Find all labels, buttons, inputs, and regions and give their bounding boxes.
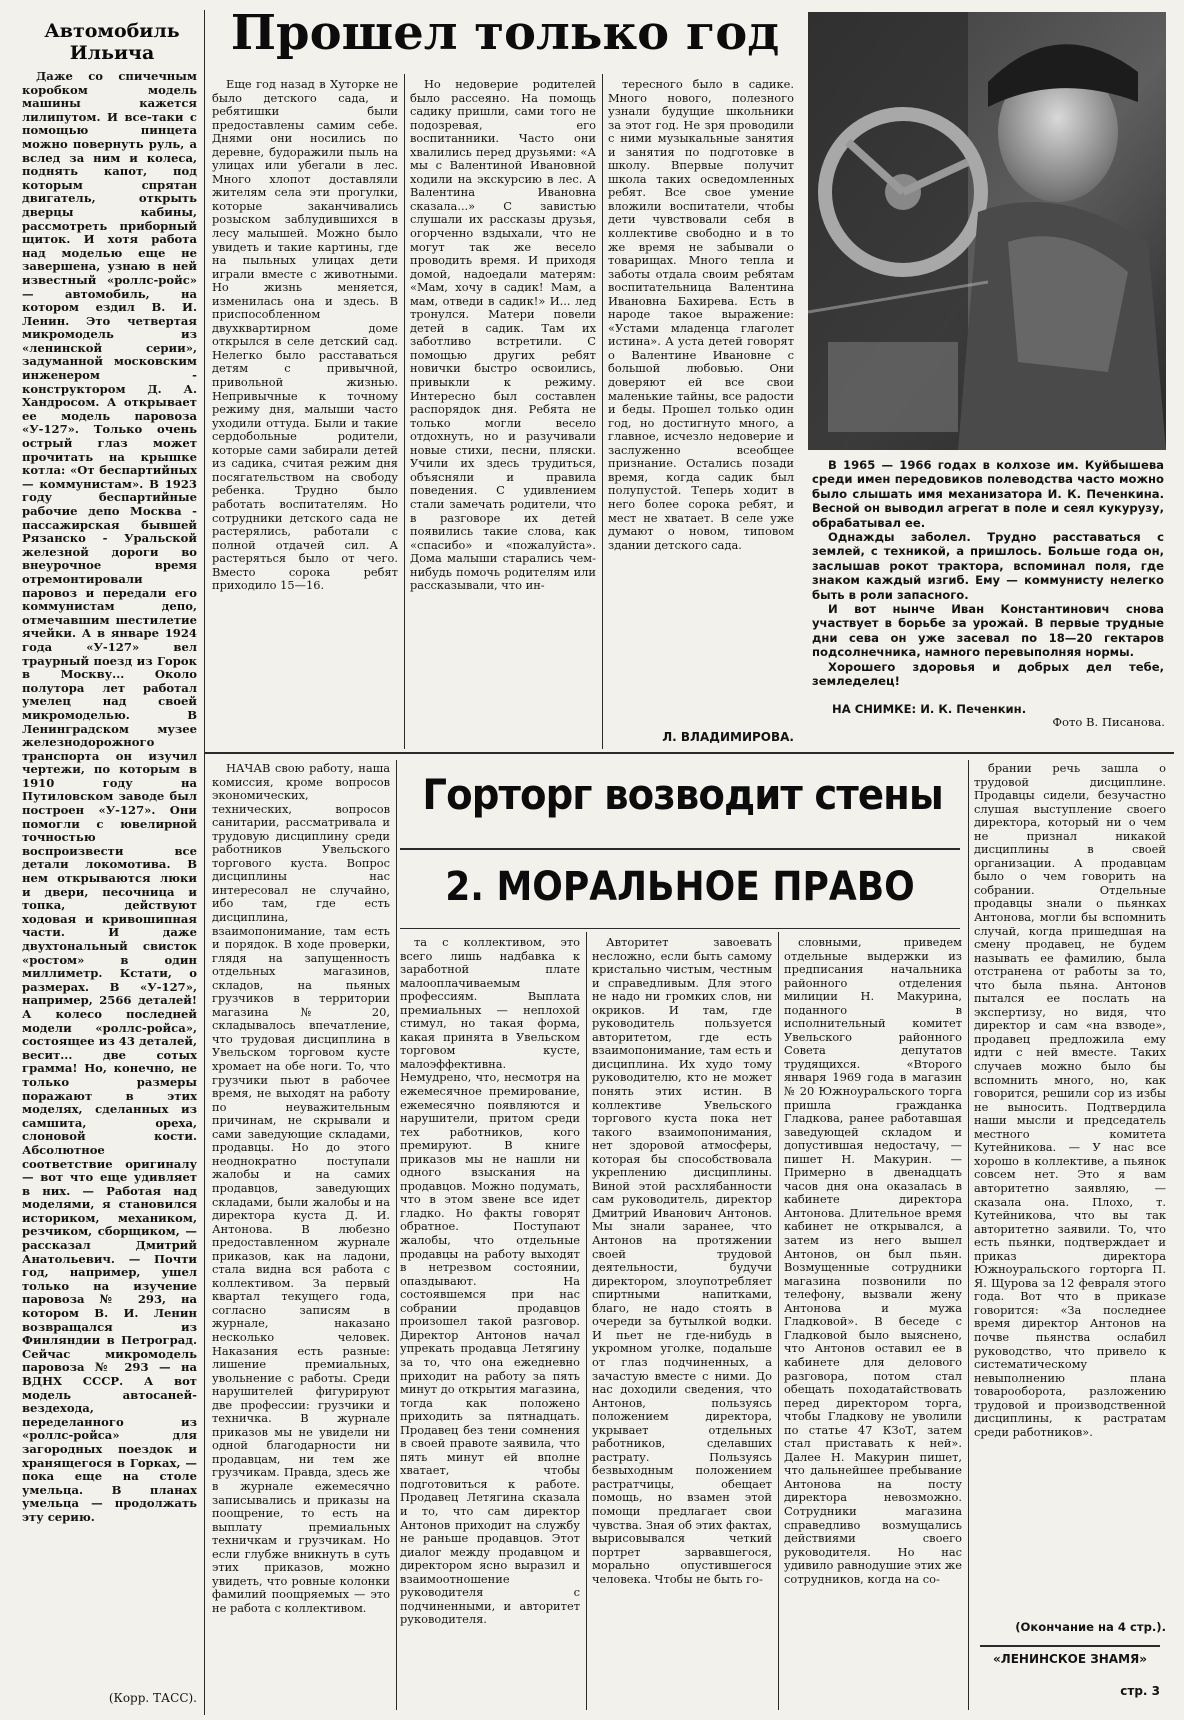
photo-subject-label: НА СНИМКЕ: И. К. Печенкин. [832, 702, 1027, 716]
footer-rule [980, 1645, 1160, 1647]
tractor-driver-photo [808, 12, 1166, 450]
article-gortorg-col-5: брании речь зашла о трудовой дисциплине. Продавцы сидели, безучастно слушая выступление своего директора, который ни о чем не признал никакой дисциплины в своей организации. А продавцам было о чем говорить на собрании. Отдельные продавцы знали о пьянках Антонова, могли бы вспомнить случай, когда пришедшая на смену продавец, не будем называть ее фамилию, была отстранена от работы за то, что была пьяна. Антонов пытался ее послать на экспертизу, но видя, что директор и сам «на взводе», продавец предложила ему идти с ней вместе. Таких случаев можно было бы вспомнить много, но, как говорится, решили сор из избы не выносить. Подтвердила наши мысли и председатель местного комитета Кутейникова. — У нас все хорошо в коллективе, а пьянок совсем нет. Это я вам авторитетно заявляю, — сказала она. Плохо, т. Кутейникова, что вы так авторитетно заявили. То, что есть пьянки, подтверждает и приказ директора Южноуральского горторга П. Я. Щурова за 12 февраля этого года. Вот что в приказе говорится: «За последнее время директор Антонов на почве пьянства ослабил руководство, что привело к систематическому невыполнению плана товарооборота, разложению трудовой и производственной дисциплины, к растратам среди работников». [974, 762, 1166, 1439]
column-rule [602, 74, 603, 749]
article-kindergarten-signature: Л. ВЛАДИМИРОВА. [662, 730, 794, 744]
photo-credit: Фото В. Писанова. [1052, 716, 1165, 729]
article-ilich-car-credit: (Корр. ТАСС). [108, 1692, 197, 1705]
article-kindergarten-col-1: Еще год назад в Хуторке не было детского сада, и ребятишки были предоставлены самим себе. Днями они носились по деревне, будоражили пыль на улицах или убегали в лес. Много хлопот доставляли жителям села эти прогулки, которые заканчивались розыском заблудившихся в лесу малышей. Можно было увидеть и такие картины, где на пыльных улицах дети играли вместе с животными. Но жизнь меняется, изменилась она и здесь. В приспособленном двухквартирном доме открылся в селе детский сад. Нелегко было расставаться детям с привычной, привольной жизнью. Непривычные к точному режиму дня, малыши часто уходили оттуда. Были и такие сердобольные родители, которые сами забирали детей из садика, считая режим дня посягательством на свободу ребенка. Трудно было работать воспитателям. Но сотрудники детского сада не растерялись, работали с полной отдачей сил. А растеряться было от чего. Вместо сорока ребят приходило 15—16. [212, 78, 398, 593]
article-kindergarten-title: Прошел только год [230, 5, 780, 61]
column-rule [404, 74, 405, 749]
article-gortorg-col-4: словными, приведем отдельные выдержки из предписания начальника районного отделения милиции Н. Макурина, поданного в исполнительный комитет Увельского районного Совета депутатов трудящихся. «Второго января 1969 года в магазин № 20 Южноуральского торга пришла гражданка Гладкова, ранее работавшая заведующей складом и допустившая недостачу, — пишет Н. Макурин. — Примерно в двенадцать часов дня она оказалась в кабинете директора Антонова. Длительное время кабинет не открывался, а затем из него вышел Антонов, он был пьян. Возмущенные сотрудники магазина позвонили по телефону, вызвали жену Антонова и мужа Гладковой». В беседе с Гладковой было выяснено, что Антонов оставил ее в кабинете для делового разговора, потом стал обещать походатайствовать перед директором торга, чтобы Гладкову не уволили по статье 47 КЗоТ, затем стал приставать к ней». Далее Н. Макурин пишет, что дальнейшее пребывание Антонова на посту директора невозможно. Сотрудники магазина справедливо возмущались действиями своего руководителя. Но нас удивило равнодушие этих же сотрудников, когда на со- [784, 936, 962, 1586]
column-rule [778, 932, 779, 1710]
article-gortorg-col-3: Авторитет завоевать несложно, если быть самому кристально чистым, честным и справедливым. Для этого не надо ни громких слов, ни окриков. И там, где руководитель пользуется авторитетом, где есть взаимопонимание, там есть и дисциплина. Их худо тому руководителю, кто не может понять этих истин. В коллективе Увельского торгового куста пока нет такого взаимопонимания, нет здоровой атмосферы, которая бы способствовала укреплению дисциплины. Виной этой расхлябанности сам руководитель, директор Дмитрий Иванович Антонов. Мы знали заранее, что Антонов на протяжении своей трудовой деятельности, будучи директором, злоупотребляет спиртными напитками, благо, не надо стоять в очереди за бутылкой водки. И пьет не где-нибудь в укромном уголке, подальше от глаз подчиненных, а зачастую вместе с ними. До нас доходили сведения, что Антонов, пользуясь положением директора, укрывает отдельных работников, сделавших растрату. Пользуясь безвыходным положением растратчицы, обещает помощь, но взамен этой помощи предлагает свои чувства. Зная об этих фактах, вырисовывался четкий портрет зарвавшегося, морально опустившегося человека. Чтобы не быть го- [592, 936, 772, 1586]
column-rule [396, 760, 397, 1710]
page-number: стр. 3 [1120, 1684, 1160, 1698]
article-ilich-car-title: Автомобиль Ильича [44, 20, 180, 64]
article-gortorg-col-1: НАЧАВ свою работу, наша комиссия, кроме вопросов экономических, технических, вопросов санитарии, рассматривала и трудовую дисциплину среди работников Увельского торгового куста. Вопрос дисциплины нас интересовал не случайно, ибо там, где есть дисциплина, взаимопонимание, там есть и порядок. В ходе проверки, глядя на запущенность отдельных магазинов, складов, на пьяных грузчиков в территории магазина № 20, складывалось впечатление, что трудовая дисциплина в Увельском торговом кусте хромает на обе ноги. То, что грузчики пьют в рабочее время, не выходят на работу по неуважительным причинам, не скрывали и сами заведующие складами, продавцы. Но до этого неоднократно поступали жалобы и на самих продавцов, заведующих складами, были жалобы и на директора куста Д. И. Антонова. В любезно предоставленном журнале приказов, как на ладони, стала видна вся работа с коллективом. За первый квартал текущего года, согласно записям в журнале, наказано несколько человек. Наказания есть разные: лишение премиальных, увольнение с работы. Среди нарушителей фигурируют две профессии: грузчики и техничка. В журнале приказов мы не увидели ни одной благодарности ни продавцам, ни тем же грузчикам. Правда, здесь же в журнале ежемесячно записывались и приказы на поощрение, то есть на выплату премиальных техничкам и грузчикам. Но если глубже вникнуть в суть этих приказов, можно увидеть, что ровные колонки фамилий поощряемых — это не работа с коллективом. [212, 762, 390, 1615]
article-kindergarten-col-3: тересного было в садике. Много нового, полезного узнали будущие школьники за этот год. Не зря проводили с ними музыкальные занятия и занятия по подготовке в школу. Впервые получит школа таких осведомленных ребят. Все свое умение вложили воспитатели, чтобы дети чувствовали себя в коллективе свободно и в то же время не забывали о товарищах. Много тепла и заботы отдала своим ребятам воспитательница Валентина Ивановна Бахирева. Есть в народе такое выражение: «Устами младенца глаголет истина». А уста детей говорят о Валентине Ивановне с большой любовью. Они доверяют ей все свои маленькие тайны, все радости и беды. Прошел только один год, но достигнуто много, а главное, исчезло недоверие и заслуженно всеобщее признание. Остались позади время, когда садик был полупустой. Теперь ходит в него более сорока ребят, и мест не хватает. В селе уже думают о новом, типовом здании детского сада. [608, 78, 794, 552]
section-rule [204, 752, 1174, 754]
tractor-driver-photo-image [808, 12, 1166, 450]
article-gortorg-subtitle: 2. МОРАЛЬНОЕ ПРАВО [445, 864, 915, 910]
column-rule [968, 760, 969, 1710]
article-ilich-car-body: Даже со спичечным коробком модель машины кажется лилипутом. И все-таки с помощью пинцета можно повернуть руль, а вслед за ним и колеса, поднять капот, под которым спрятан двигатель, открыть дверцы кабины, рассмотреть приборный щиток. И хотя работа над моделью еще не завершена, узнаю в ней известный «роллс-ройс» — автомобиль, на котором ездил В. И. Ленин. Это четвертая микромодель из «ленинской серии», задуманной московским инженером - конструктором Д. А. Хандросом. А открывает ее модель паровоза «У-127». Только очень острый глаз может прочитать на крышке котла: «От беспартийных — коммунистам». В 1923 году беспартийные рабочие депо Москва - пассажирская бывшей Рязанско - Уральской железной дороги во внеурочное время отремонтировали паровоз и передали его коммунистам депо, отмечавшим шестилетие ячейки. А в январе 1924 года «У-127» вел траурный поезд из Горок в Москву... Около полутора лет работал умелец над своей микромоделью. В Ленинградском музее железнодорожного транспорта он изучил чертежи, по которым в 1910 году на Путиловском заводе был построен «У-127». Они помогли с ювелирной точностью воспроизвести все детали локомотива. В нем открываются люки и двери, песочница и топка, действуют ходовая и кривошипная части. И даже двухтональный свисток «ростом» в один миллиметр. Кстати, о размерах. В «У-127», например, 2566 деталей! А колесо последней модели «роллс-ройса», состоящее из 43 деталей, весит... две сотых грамма! Но, конечно, не только размеры поражают в этих моделях, сделанных из самшита, ореха, слоновой кости. Абсолютное соответствие оригиналу — вот что еще удивляет в них. — Работая над моделями, я становился историком, механиком, резчиком, сборщиком, — рассказал Дмитрий Анатольевич. — Почти год, например, ушел только на изучение паровоза № 293, на котором В. И. Ленин возвращался из Финляндии в Петроград. Сейчас микромодель паровоза № 293 — на ВДНХ СССР. А вот модель автосаней-вездехода, переделанного из «роллс-ройса» для загородных поездок и хранящегося в Горках, — пока еще на столе умельца. В планах умельца — продолжать эту серию. [22, 70, 197, 1524]
column-rule [204, 10, 205, 1715]
article-kindergarten-col-2: Но недоверие родителей было рассеяно. На помощь садику пришли, сами того не подозревая, его воспитанники. Часто они хвалились перед друзьями: «А мы с Валентиной Ивановной ходили на экскурсию в лес. А Валентина Ивановна сказала...» С завистью слушали их рассказы друзья, огорченно вздыхали, что не могут так же весело проводить время. И приходя домой, надоедали матерям: «Мам, хочу в садик! Мам, а мам, отведи в садик!» И... лед тронулся. Матери повели детей в садик. Там их заботливо встретили. С помощью других ребят новички быстро освоились, привыкли к режиму. Интересно был составлен распорядок дня. Ребята не только могли весело отдохнуть, но и разучивали новые стихи, песни, пляски. Учили их здесь трудиться, объясняли и правила поведения. С удивлением стали замечать родители, что в разговоре их детей появились такие слова, как «спасибо» и «пожалуйста». Дома малыши старались чем-нибудь помочь родителям или рассказывали, что ин- [410, 78, 596, 593]
column-rule [586, 932, 587, 1710]
article-gortorg-col-2: та с коллективом, это всего лишь надбавка к заработной плате малооплачиваемым профессиям. Выплата премиальных — неплохой стимул, но такая форма, какая принята в Увельском торговом кусте, малоэффективна. Немудрено, что, несмотря на ежемесячное премирование, ежемесячно появляются и нарушители, притом среди тех работников, кого премируют. В книге приказов мы не нашли ни одного взыскания на продавцов. Можно подумать, что в этом звене все идет гладко. Но факты говорят обратное. Поступают жалобы, что отдельные продавцы на работу выходят в нетрезвом состоянии, опаздывают. На состоявшемся при нас собрании продавцов произошел такой разговор. Директор Антонов начал упрекать продавца Летягину за то, что она ежедневно приходит на работу за пять минут до открытия магазина, тогда как положено приходить за пятнадцать. Продавец без тени сомнения в своей правоте заявила, что пять минут ей вполне хватает, чтобы подготовиться к работе. Продавец Летягина сказала и то, что сам директор Антонов приходит на службу не раньше продавцов. Этот диалог между продавцом и директором ясно выразил и взаимоотношение руководителя с подчиненными, и авторитет руководителя. [400, 936, 580, 1627]
article-gortorg-title: Горторг возводит стены [422, 770, 943, 819]
continuation-note: (Окончание на 4 стр.). [1015, 1620, 1166, 1634]
paper-name: «ЛЕНИНСКОЕ ЗНАМЯ» [992, 1652, 1148, 1666]
subtitle-rule [400, 928, 960, 929]
photo-caption: В 1965 — 1966 годах в колхозе им. Куйбышева среди имен передовиков полеводства часто можно было слышать имя механизатора И. К. Печенкина. Весной он выводил агрегат в поле и сеял кукурузу, обрабатывал ее. Однажды заболел. Трудно расставаться с землей, с техникой, а пришлось. Больше года он, заслышав рокот трактора, вспоминал поля, где знаком каждый изгиб. Ему — коммунисту нелегко быть в роли запасного. И вот нынче Иван Константинович снова участвует в борьбе за урожай. В первые трудные дни сева он уже засевал по 18—20 гектаров подсолнечника, намного перевыполняя нормы. Хорошего здоровья и добрых дел тебе, земледелец! [812, 458, 1164, 689]
title-rule [400, 848, 960, 850]
